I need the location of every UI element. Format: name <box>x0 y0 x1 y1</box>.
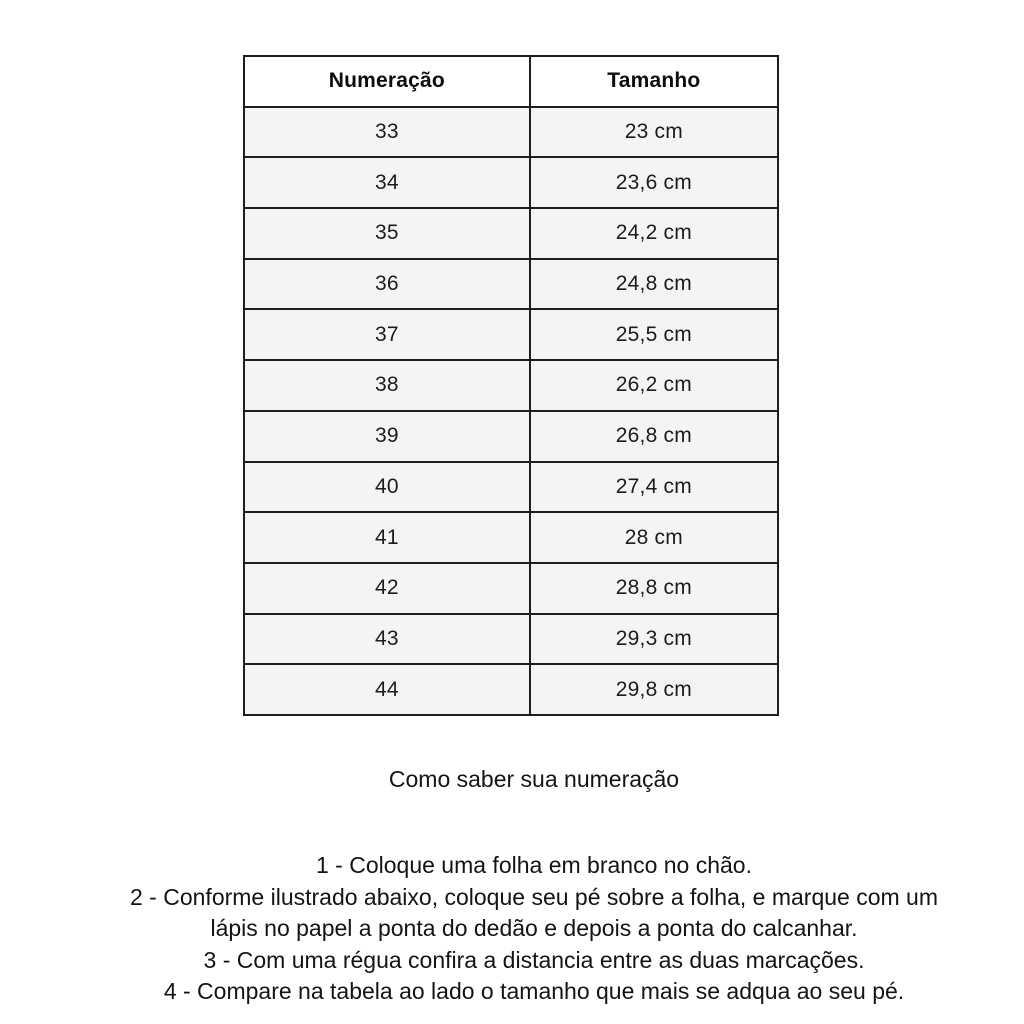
instruction-step: 3 - Com uma régua confira a distancia entre as duas marcações. <box>203 946 865 973</box>
numeration-cell: 38 <box>244 360 530 411</box>
numeration-cell: 36 <box>244 259 530 310</box>
size-cell: 26,2 cm <box>530 360 778 411</box>
size-table-row <box>244 512 778 563</box>
numeration-cell: 35 <box>244 208 530 259</box>
numeration-column-header: Numeração <box>244 56 530 107</box>
size-cell: 27,4 cm <box>530 462 778 513</box>
size-table-row <box>244 259 778 310</box>
size-cell: 28 cm <box>530 512 778 563</box>
size-table-row <box>244 309 778 360</box>
instructions-title: Como saber sua numeração <box>388 766 680 792</box>
numeration-cell: 37 <box>244 309 530 360</box>
numeration-cell: 40 <box>244 462 530 513</box>
shoe-size-table <box>243 55 779 716</box>
numeration-cell: 34 <box>244 157 530 208</box>
instructions-section <box>0 764 1024 1008</box>
size-cell: 29,3 cm <box>530 614 778 665</box>
size-cell: 24,8 cm <box>530 259 778 310</box>
size-table-header <box>244 56 778 107</box>
size-column-header: Tamanho <box>530 56 778 107</box>
size-table-row <box>244 563 778 614</box>
size-table-row <box>244 411 778 462</box>
size-table-body <box>244 107 778 715</box>
size-cell: 23,6 cm <box>530 157 778 208</box>
instruction-step: 4 - Compare na tabela ao lado o tamanho que mais se adqua ao seu pé. <box>163 978 905 1004</box>
size-cell: 24,2 cm <box>530 208 778 259</box>
size-table-row <box>244 462 778 513</box>
instruction-step: 1 - Coloque uma folha em branco no chão. <box>316 852 752 878</box>
instruction-step: 2 - Conforme ilustrado abaixo, coloque seu pé sobre a folha, e marque com um lápis no papel a ponta do dedão e depois a ponta do calcanhar. <box>130 883 938 941</box>
size-table-row <box>244 614 778 665</box>
numeration-cell: 41 <box>244 512 530 563</box>
size-table-header-row <box>244 56 778 107</box>
size-table-row <box>244 208 778 259</box>
size-table-row <box>244 157 778 208</box>
numeration-cell: 33 <box>244 107 530 158</box>
size-cell: 28,8 cm <box>530 563 778 614</box>
size-cell: 25,5 cm <box>530 309 778 360</box>
numeration-cell: 44 <box>244 664 530 715</box>
size-table-row <box>244 360 778 411</box>
numeration-cell: 42 <box>244 563 530 614</box>
instructions-steps <box>44 850 1024 1008</box>
numeration-cell: 43 <box>244 614 530 665</box>
numeration-cell: 39 <box>244 411 530 462</box>
size-table-row <box>244 107 778 158</box>
size-cell: 23 cm <box>530 107 778 158</box>
size-table-row <box>244 664 778 715</box>
size-cell: 26,8 cm <box>530 411 778 462</box>
size-cell: 29,8 cm <box>530 664 778 715</box>
